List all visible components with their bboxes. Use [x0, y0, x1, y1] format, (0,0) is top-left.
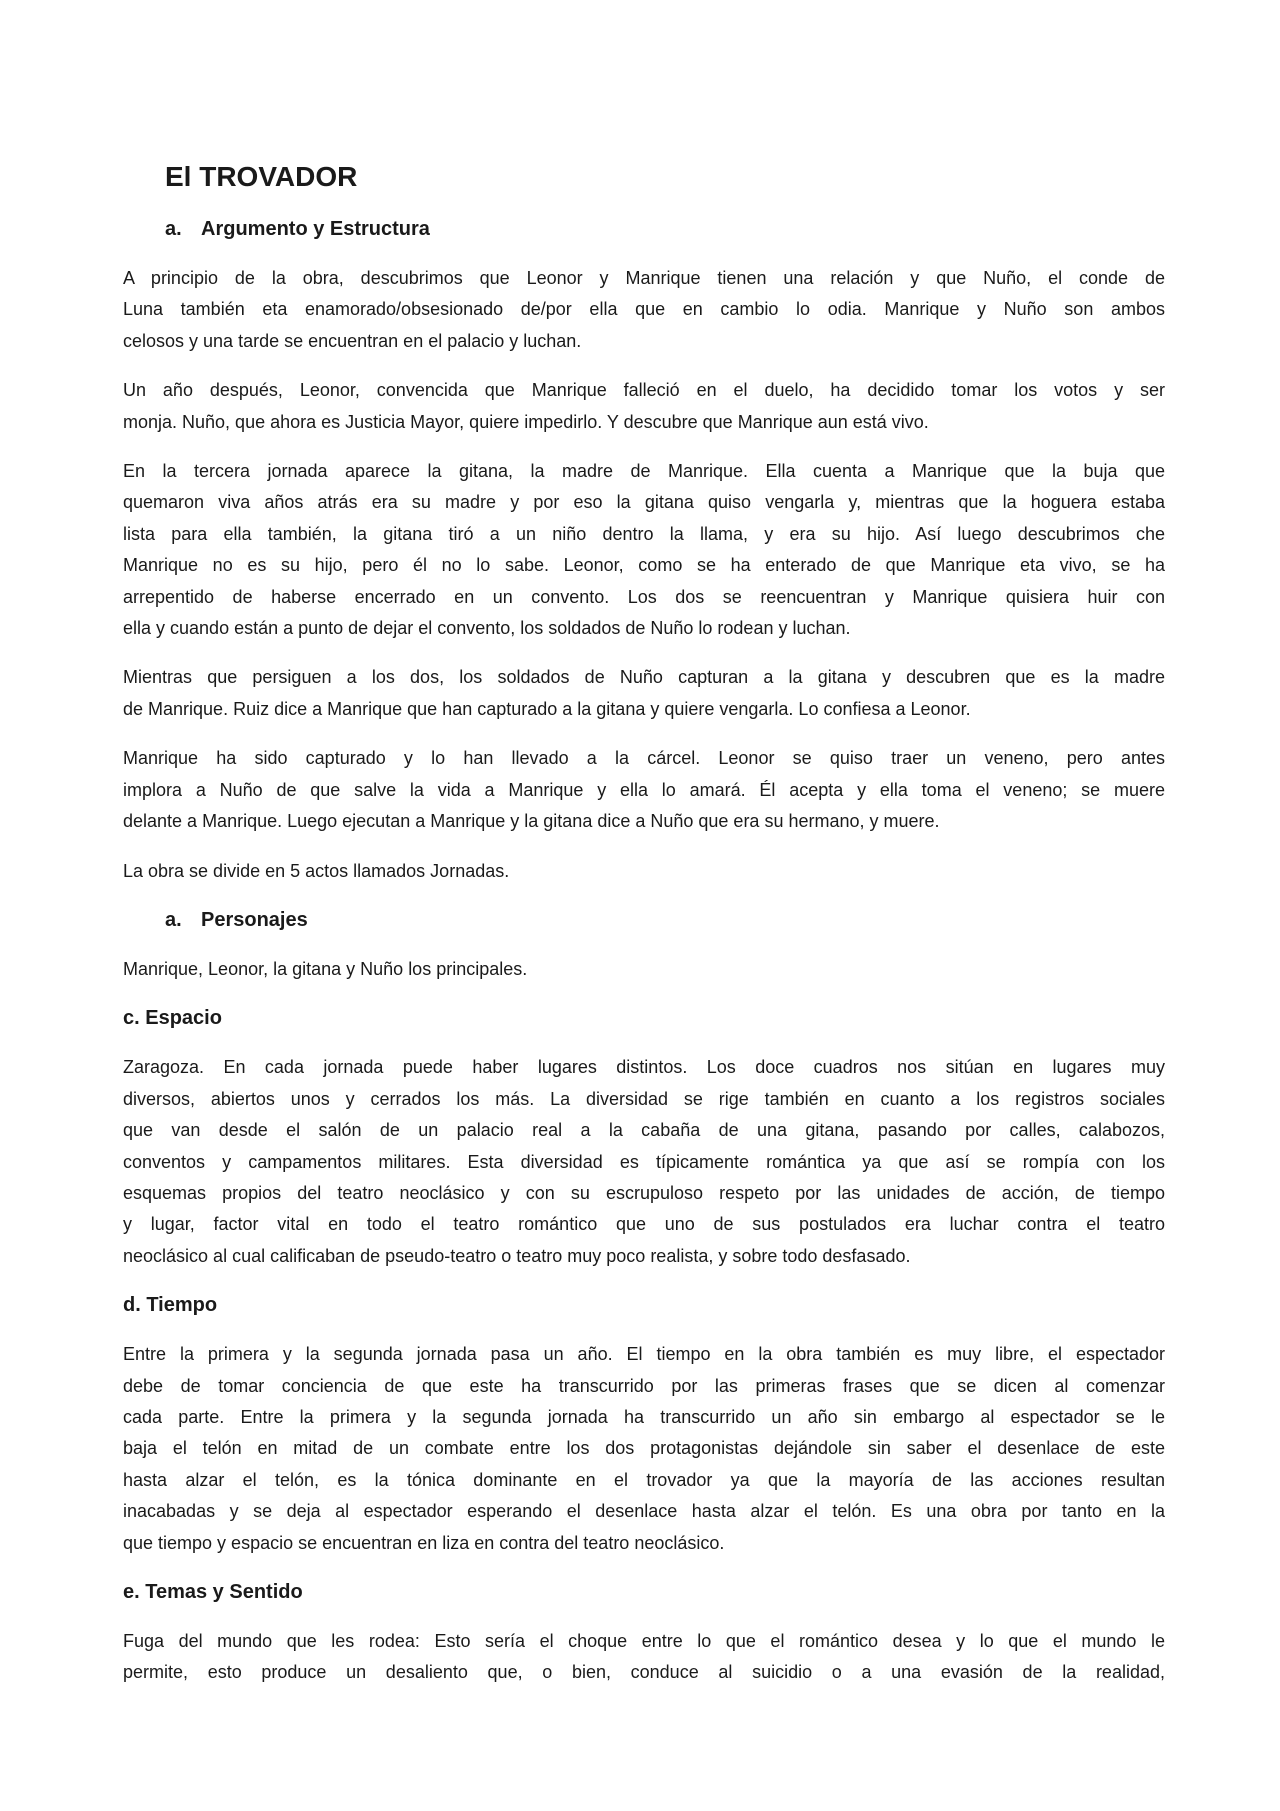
text-line: hasta alzar el telón, es la tónica dominante en el trovador ya que la mayoría de las acciones resultan	[123, 1469, 1165, 1490]
text-line: Entre la primera y la segunda jornada pasa un año. El tiempo en la obra también es muy libre, el espectador	[123, 1344, 1165, 1365]
text-line: debe de tomar conciencia de que este ha transcurrido por las primeras frases que se dicen al comenzar	[123, 1375, 1165, 1396]
text-line: quemaron viva años atrás era su madre y por eso la gitana quiso vengarla y, mientras que la hoguera estaba	[123, 492, 1165, 513]
text-line: Un año después, Leonor, convencida que Manrique falleció en el duelo, ha decidido tomar los votos y ser	[123, 380, 1165, 401]
paragraph	[123, 375, 1165, 438]
text-line: Manrique, Leonor, la gitana y Nuño los principales.	[123, 958, 528, 979]
paragraph	[123, 743, 1165, 837]
text-line: Luna también eta enamorado/obsesionado de/por ella que en cambio lo odia. Manrique y Nuño son ambos	[123, 299, 1165, 320]
section-heading-argumento	[165, 214, 1165, 245]
text-line: ella y cuando están a punto de dejar el convento, los soldados de Nuño lo rodean y luchan.	[123, 618, 851, 639]
text-line: cada parte. Entre la primera y la segunda jornada ha transcurrido un año sin embargo al espectador se le	[123, 1406, 1165, 1427]
paragraph	[123, 1339, 1165, 1559]
list-number: a.	[165, 218, 182, 240]
text-line: Zaragoza. En cada jornada puede haber lugares distintos. Los doce cuadros nos sitúan en lugares muy	[123, 1057, 1165, 1078]
text-line: lista para ella también, la gitana tiró a un niño dentro la llama, y era su hijo. Así luego descubrimos che	[123, 523, 1165, 544]
text-line: de Manrique. Ruiz dice a Manrique que han capturado a la gitana y quiere vengarla. Lo confiesa a Leonor.	[123, 698, 971, 719]
text-line: delante a Manrique. Luego ejecutan a Manrique y la gitana dice a Nuño que era su hermano, y muere.	[123, 811, 940, 832]
text-line: que tiempo y espacio se encuentran en liza en contra del teatro neoclásico.	[123, 1532, 725, 1553]
text-line: monja. Nuño, que ahora es Justicia Mayor, quiere impedirlo. Y descubre que Manrique aun está vivo.	[123, 411, 929, 432]
text-line: A principio de la obra, descubrimos que Leonor y Manrique tienen una relación y que Nuño, el conde de	[123, 268, 1165, 288]
text-line: y lugar, factor vital en todo el teatro romántico que uno de sus postulados era luchar contra el teatro	[123, 1214, 1165, 1235]
text-line: permite, esto produce un desaliento que, o bien, conduce al suicidio o a una evasión de la realidad,	[123, 1662, 1165, 1683]
section-heading-tiempo: d. Tiempo	[123, 1294, 218, 1317]
text-line: inacabadas y se deja al espectador esperando el desenlace hasta alzar el telón. Es una obra por tanto en la	[123, 1501, 1165, 1522]
section-heading-espacio: c. Espacio	[123, 1007, 222, 1030]
paragraph	[123, 1052, 1165, 1272]
text-line: diversos, abiertos unos y cerrados los más. La diversidad se rige también en cuanto a los registros sociales	[123, 1088, 1165, 1109]
paragraph	[123, 1626, 1165, 1689]
text-line: Mientras que persiguen a los dos, los soldados de Nuño capturan a la gitana y descubren que es la madre	[123, 667, 1165, 688]
text-line: En la tercera jornada aparece la gitana, la madre de Manrique. Ella cuenta a Manrique que la buja que	[123, 461, 1165, 482]
list-number: a.	[165, 908, 182, 931]
section-heading-personajes	[165, 905, 1165, 936]
text-line: que van desde el salón de un palacio real a la cabaña de una gitana, pasando por calles, calabozos,	[123, 1120, 1165, 1141]
document-page	[123, 158, 1165, 1689]
text-line: neoclásico al cual calificaban de pseudo-teatro o teatro muy poco realista, y sobre todo desfasado.	[123, 1245, 911, 1266]
text-line: conventos y campamentos militares. Esta diversidad es típicamente romántica ya que así se rompía con los	[123, 1151, 1165, 1172]
text-line: Manrique no es su hijo, pero él no lo sabe. Leonor, como se ha enterado de que Manrique eta vivo, se ha	[123, 555, 1165, 576]
text-line: baja el telón en mitad de un combate entre los dos protagonistas dejándole sin saber el desenlace de este	[123, 1438, 1165, 1459]
document-title: El TROVADOR	[165, 161, 358, 192]
paragraph	[123, 954, 1165, 985]
heading-label: Personajes	[201, 908, 308, 931]
paragraph	[123, 263, 1165, 357]
paragraph	[123, 856, 1165, 887]
text-line: esquemas propios del teatro neoclásico y con su escrupuloso respeto por las unidades de acción, de tiempo	[123, 1182, 1165, 1203]
heading-label: Argumento y Estructura	[201, 218, 430, 240]
text-line: Fuga del mundo que les rodea: Esto sería el choque entre lo que el romántico desea y lo que el mundo le	[123, 1631, 1165, 1651]
paragraph	[123, 662, 1165, 725]
paragraph	[123, 456, 1165, 644]
text-line: La obra se divide en 5 actos llamados Jornadas.	[123, 860, 510, 881]
text-line: celosos y una tarde se encuentran en el palacio y luchan.	[123, 330, 582, 351]
text-line: arrepentido de haberse encerrado en un convento. Los dos se reencuentran y Manrique quisiera huir con	[123, 586, 1165, 607]
text-line: Manrique ha sido capturado y lo han llevado a la cárcel. Leonor se quiso traer un veneno, pero antes	[123, 748, 1165, 769]
section-heading-temas: e. Temas y Sentido	[123, 1581, 303, 1603]
text-line: implora a Nuño de que salve la vida a Manrique y ella lo amará. Él acepta y ella toma el veneno; se muere	[123, 779, 1165, 800]
